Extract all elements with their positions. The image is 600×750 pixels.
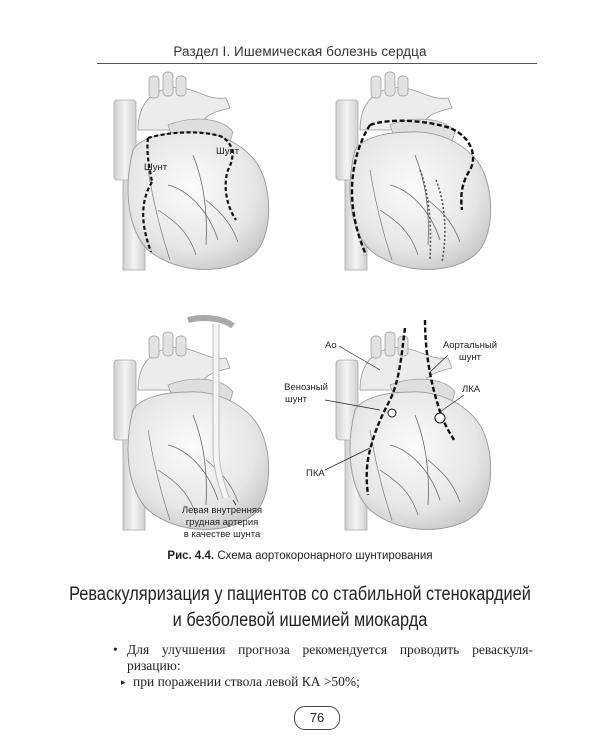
- label-lka: ЛКА: [462, 384, 481, 395]
- label-lima-line1: Левая внутренняя: [181, 505, 263, 516]
- section-title-line1: Реваскуляризация у пациентов со стабильной стенокардией: [69, 584, 531, 605]
- body-text: [113, 642, 533, 690]
- label-pka: ПКА: [306, 468, 325, 479]
- list-item: [113, 642, 533, 674]
- figure-caption: [0, 550, 600, 562]
- label-lima-line2: грудная артерия: [185, 517, 259, 528]
- sub-list-item: [113, 674, 533, 690]
- section-title-line2: и безболевой ишемией миокарда: [172, 610, 428, 631]
- panel-bottom-right: [284, 320, 497, 530]
- section-title: [42, 582, 558, 634]
- label-shunt-left: Шунт: [144, 162, 168, 173]
- panel-top-left: [114, 72, 269, 270]
- page-number: 76: [294, 706, 340, 730]
- caption-number: Рис. 4.4.: [167, 550, 215, 562]
- bullet-icon: •: [113, 642, 118, 657]
- label-shunt-right: Шунт: [216, 146, 240, 157]
- label-ao: Ao: [325, 340, 337, 351]
- header-rule: [97, 63, 537, 64]
- list-item-text: Для улучшения прогноза рекомендуется проводить реваскуля-ризацию:: [127, 642, 533, 673]
- triangle-bullet-icon: ▸: [121, 677, 126, 687]
- caption-text: Схема аортокоронарного шунтирования: [214, 550, 433, 562]
- label-lima-line3: в качестве шунта: [183, 529, 261, 540]
- label-venous-shunt-line2: шунт: [285, 394, 307, 405]
- label-aortic-shunt-line2: шунт: [459, 352, 481, 363]
- sub-list-item-text: при поражении ствола левой КА >50%;: [133, 674, 360, 689]
- label-venous-shunt-line1: Венозный: [284, 382, 328, 393]
- panel-top-right: [336, 72, 491, 270]
- label-aortic-shunt-line1: Аортальный: [442, 340, 498, 351]
- figure-illustration: [108, 70, 518, 540]
- panel-bottom-left: [114, 318, 269, 540]
- figure-cabg-schema: [108, 70, 518, 540]
- running-head: Раздел I. Ишемическая болезнь сердца: [173, 44, 427, 59]
